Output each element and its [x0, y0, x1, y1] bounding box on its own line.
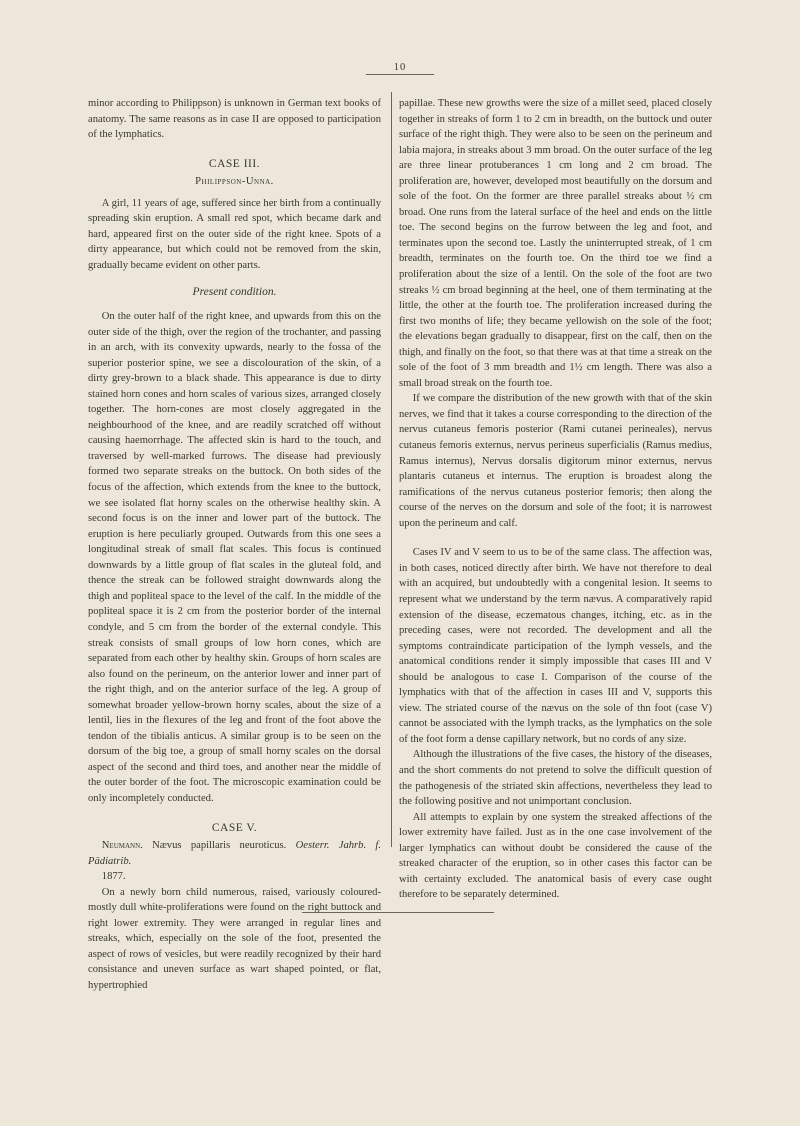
paragraph: minor according to Philippson) is unknown in German text books of anatomy. The same reasons as in case II are opposed to participation of the lymphatics. [88, 98, 381, 141]
reference-title: Nævus papillaris neuroticus. [142, 840, 296, 852]
case-heading: CASE III. [208, 157, 261, 170]
paragraph: Cases IV and V seem to us to be of the same class. The affection was, in both cases, noticed directly after birth. We have not therefore to deal with an acquired, but undoubtedly with a congenital lesion. It seems to represent what we understand by the term nævus. A comparatively rapid extension of the disease, eczematous changes, itching, etc. as in the preceding cases, were not recorded. The development and all the symptoms contraindicate participation of the lymph vessels, and the anatomical conditions render it simply impossible that cases III and V should be analogous to case I. Comparison of the course of the lymphatics with that of the affection in cases III and V, supports this view. The striated course of the nævus on the sole of thn foot (case V) cannot be associated with the lymph tracks, as the lymphatics on the sole of the foot form a dense capillary network, but no cords of any size. [399, 547, 712, 745]
reference-author: Neumann. [101, 840, 143, 852]
paragraph: A girl, 11 years of age, suffered since her birth from a continually spreading skin eruption. A small red spot, which became dark and hard, appeared first on the outer side of the right knee. Spots of a dirty appearance, but which could not be removed from the skin, gradually became evident on other parts. [88, 197, 381, 271]
reference-year: 1877. [101, 871, 126, 883]
case-heading: CASE V. [211, 821, 258, 834]
paragraph: If we compare the distribution of the new growth with that of the skin nerves, we find that it takes a course corresponding to the direction of the nervus cutaneus femoris posterior (Rami cutanei perineales), nervus cutaneus femoris externus, nervus perineus superficialis (Ramus medius, Ramus internus), Nervus dorsalis digitorum minor externus, nervus plantaris cutaneus et internus. The eruption is broadest along the ramifications of the nervus cutaneus posterior femoris; then along the course of the nerves on the dorsum and sole of the foot; it is narrowest upon the perineum and calf. [399, 393, 712, 529]
paragraph: On a newly born child numerous, raised, variously coloured-mostly dull white-proliferations were found on the right buttock and right lower extremity. They were arranged in regular lines and streaks, which, especially on the sole of the foot, presented the aspect of rows of vesicles, but were readily recognized by their hard consistance and uneven surface as wart shaped pointed, or flat, hypertrophied [88, 886, 381, 991]
case-reference [88, 838, 381, 885]
paragraph: All attempts to explain by one system the streaked affections of the lower extremity have failed. Just as in the one case involvement of the larger lymphatics can without doubt be considered the cause of the streaked character of the eruption, so in other cases this factor can be with certainty excluded. The anatomical basis of every case ought therefore to be separately determined. [399, 811, 712, 901]
section-heading: Present condition. [192, 286, 277, 299]
paragraph: papillae. These new growths were the size of a millet seed, placed closely together in streaks of form 1 to 2 cm in breadth, on the buttock und outer surface of the right thigh. They were also to be seen on the perineum and labia majora, in streaks about 3 mm broad. On the outer surface of the leg are three linear protuberances 1 cm long and 2 cm broad. The proliferation are, however, developed most beautifully on the dorsum and sole of the foot. On the former are three parallel streaks about ½ cm broad. One runs from the lateral surface of the heel and ends on the little toe. The second begins on the furrow between the leg and foot, and terminates upon the second toe. Lastly the uninterrupted streak, of 1 cm breadth, terminates on the fourth toe. On the third toe we find a proliferation about the size of a lentil. On the sole of the foot are two streaks ½ cm broad beginning at the heel, one of them terminating at the little, the other at the fourth toe. The proliferation increased during the first two months of life; they became yellowish on the sole of the foot; the elevations began gradually to disappear, first on the calf, then on the thigh, and finally on the foot, so that there was at that time a streak on the sole of the foot of 3 mm breadth and 1½ cm length. There was also a small broad streak on the fourth toe. [399, 98, 712, 389]
right-column [399, 96, 712, 903]
reference-journal: Oesterr. Jahrb. f. Pädiatrib. [88, 840, 381, 867]
paragraph: Although the illustrations of the five cases, the history of the diseases, and the short comments do not pretend to solve the difficult question of the pathogenesis of the striated skin affections, nevertheless they lead to the following positive and not unimportant conclusion. [399, 749, 712, 808]
header-rule [366, 74, 434, 75]
paragraph: On the outer half of the right knee, and upwards from this on the outer side of the thigh, over the region of the trochanter, and passing in an arch, with its convexity upwards, nearly to the fossa of the superior posterior spine, we see a discolouration of the skin, of a dirty grey-brown to a black shade. This appearance is due to dirty stained horn cones and horn scales of various sizes, arranged closely together. The horn-cones are most closely aggregated in the neighbourhood of the knee, and are readily scratched off without causing haemorrhage. The affected skin is hard to the touch, and traversed by well-marked furrows. The disease had previously formed two separate streaks on the buttock. On both sides of the focus of the affection, which extends from the knee to the buttock, we see isolated flat horny scales on the otherwise healthy skin. A second focus is on the inner and lower part of the buttock. The eruption is here peculiarly grouped. Outwards from this one sees a longitudinal streak of small flat scales. This focus is continued downwards by a little group of flat scales in the gluteal fold, and thence the streak can be followed straight downwards along the thigh and popliteal space to the level of the calf. In the middle of the popliteal space it is 2 cm from the posterior border of the internal condyle, and 5 cm from the border of the external condyle. This streak consists of small groups of low horn cones, which are separated from each other by healthy skin. Groups of horn scales are also found on the perineum, on the anterior lower and inner part of the right thigh, and on the anterior surface of the leg. A group of somewhat broader yellow-brown horny scales, about the size of a lentil, lies in the flexures of the leg and front of the foot above the tendon of the tibialis anticus. A similar group is to be seen on the dorsum of the big toe, a group of small horny scales on the dorsal aspect of the second and third toes, and another near the middle of the outer border of the foot. The microscopic examination could be only incompletely conducted. [88, 311, 381, 804]
end-rule [302, 912, 494, 913]
column-divider [391, 92, 392, 847]
left-column [88, 96, 381, 994]
case-author: Philippson-Unna. [195, 176, 274, 188]
page-number: 10 [393, 62, 407, 73]
